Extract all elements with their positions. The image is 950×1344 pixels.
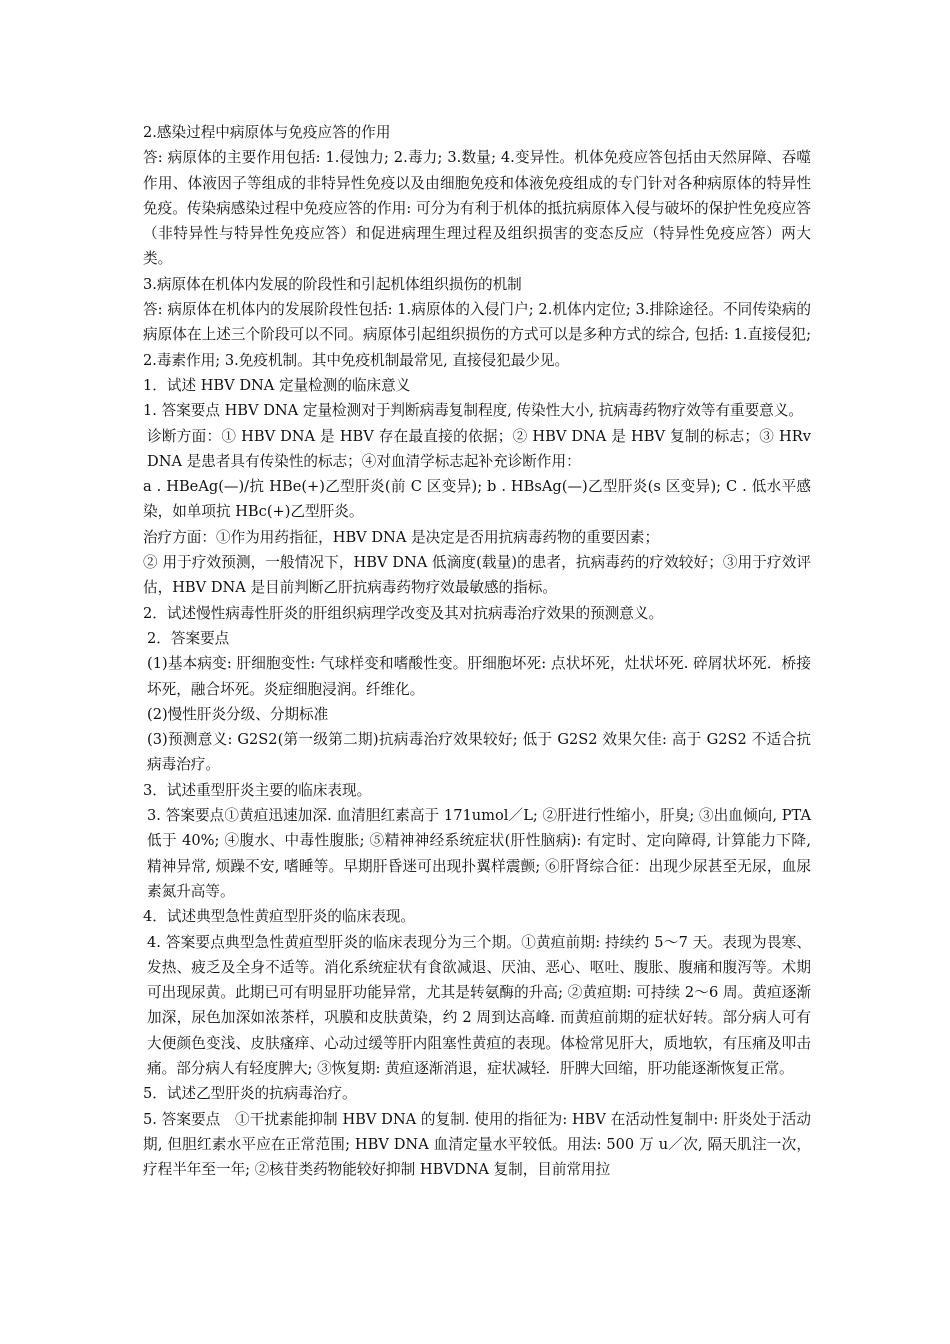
section-heading: 2.感染过程中病原体与免疫应答的作用 [143, 124, 391, 141]
question-heading: 5．试述乙型肝炎的抗病毒治疗。 [143, 1085, 357, 1103]
question-heading: 3．试述重型肝炎主要的临床表现。 [143, 781, 372, 799]
question-heading: 4．试述典型急性黄疸型肝炎的临床表现。 [143, 908, 415, 926]
document-body [143, 120, 811, 1182]
answer-paragraph: 治疗方面：①作为用药指征，HBV DNA 是决定是否用抗病毒药物的重要因素； [143, 528, 660, 546]
answer-paragraph: 3. 答案要点①黄疸迅速加深. 血清胆红素高于 171umol／L; ②肝进行性缩小，肝臭; ③出血倾向, PTA 低于 40%; ④腹水、中毒性腹胀; ⑤精神神经系统症状(肝性脑病): 有定时、定向障碍, 计算能力下降, 精神异常, 烦躁不安, 嗜睡等。早期肝昏迷可出现扑翼样震颤; ⑥肝肾综合征：出现少尿甚至无尿，血尿素氮升高等。 [147, 807, 811, 900]
section-heading: 3.病原体在机体内发展的阶段性和引起机体组织损伤的机制 [143, 275, 522, 293]
answer-paragraph: a . HBeAg(—)/抗 HBe(+)乙型肝炎(前 C 区变异); b . HBsAg(—)乙型肝炎(s 区变异); C . 低水平感染，如单项抗 HBc(+)乙型肝炎。 [143, 478, 811, 521]
question-heading: 1．试述 HBV DNA 定量检测的临床意义 [143, 376, 411, 394]
question-heading: 2．试述慢性病毒性肝炎的肝组织病理学改变及其对抗病毒治疗效果的预测意义。 [143, 604, 664, 622]
answer-paragraph: 答: 病原体的主要作用包括: 1.侵蚀力; 2.毒力; 3.数量; 4.变异性。机体免疫应答包括由天然屏障、吞噬作用、体液因子等组成的非特异性免疫以及由细胞免疫和体液免疫组成的专门针对各种病原体的特异性免疫。传染病感染过程中免疫应答的作用: 可分为有利于机体的抵抗病原体入侵与破坏的保护性免疫应答（非特异性与特异性免疫应答）和促进病理生理过程及组织损害的变态反应（特异性免疫应答）两大类。 [143, 149, 811, 268]
answer-paragraph: (2)慢性肝炎分级、分期标准 [147, 705, 329, 723]
answer-paragraph: 诊断方面：① HBV DNA 是 HBV 存在最直接的依据；② HBV DNA 是 HBV 复制的标志；③ HRv DNA 是患者具有传染性的标志；④对血清学标志起补充诊断作用： [147, 427, 811, 470]
answer-paragraph: 4. 答案要点典型急性黄疸型肝炎的临床表现分为三个期。①黄疸前期: 持续约 5～7 天。表现为畏寒、发热、疲乏及全身不适等。消化系统症状有食欲减退、厌油、恶心、呕吐、腹胀、腹痛和腹泻等。术期可出现尿黄。此期已可有明显肝功能异常，尤其是转氨酶的升高; ②黄疸期: 可持续 2～6 周。黄疸逐渐加深，尿色加深如浓茶样，巩膜和皮肤黄染，约 2 周到达高峰. 而黄疸前期的症状好转。部分病人可有大便颜色变浅、皮肤瘙痒、心动过缓等肝内阻塞性黄疸的表现。体检常见肝大，质地软，有压痛及叩击痛。部分病人有轻度脾大; ③恢复期: 黄疸逐渐消退，症状减轻．肝脾大回缩，肝功能逐渐恢复正常。 [147, 933, 811, 1077]
answer-heading: 2．答案要点 [147, 629, 230, 647]
answer-paragraph: ② 用于疗效预测，一般情况下，HBV DNA 低滴度(载量)的患者，抗病毒药的疗效较好；③用于疗效评估，HBV DNA 是目前判断乙肝抗病毒药物疗效最敏感的指标。 [143, 554, 811, 597]
answer-paragraph: 1. 答案要点 HBV DNA 定量检测对于判断病毒复制程度, 传染性大小, 抗病毒药物疗效等有重要意义。 [143, 402, 804, 420]
answer-paragraph: (3)预测意义: G2S2(第一级第二期)抗病毒治疗效果较好; 低于 G2S2 效果欠佳: 高于 G2S2 不适合抗病毒治疗。 [147, 731, 811, 774]
answer-paragraph: (1)基本病变: 肝细胞变性: 气球样变和嗜酸性变。肝细胞坏死: 点状坏死，灶状坏死. 碎屑状坏死．桥接坏死，融合坏死。炎症细胞浸润。纤维化。 [147, 655, 811, 698]
answer-paragraph: 5. 答案要点 ①干扰素能抑制 HBV DNA 的复制. 使用的指征为: HBV 在活动性复制中: 肝炎处于活动期, 但胆红素水平应在正常范围; HBV DNA 血清定量水平较低。用法: 500 万 u／次, 隔天肌注一次，疗程半年至一年; ②核苷类药物能较好抑制 HBVDNA 复制，目前常用拉 [143, 1110, 811, 1179]
answer-paragraph: 答: 病原体在机体内的发展阶段性包括: 1.病原体的入侵门户; 2.机体内定位; 3.排除途径。不同传染病的病原体在上述三个阶段可以不同。病原体引起组织损伤的方式可以是多种方式的综合, 包括: 1.直接侵犯; 2.毒素作用; 3.免疫机制。其中免疫机制最常见, 直接侵犯最少见。 [143, 301, 811, 369]
